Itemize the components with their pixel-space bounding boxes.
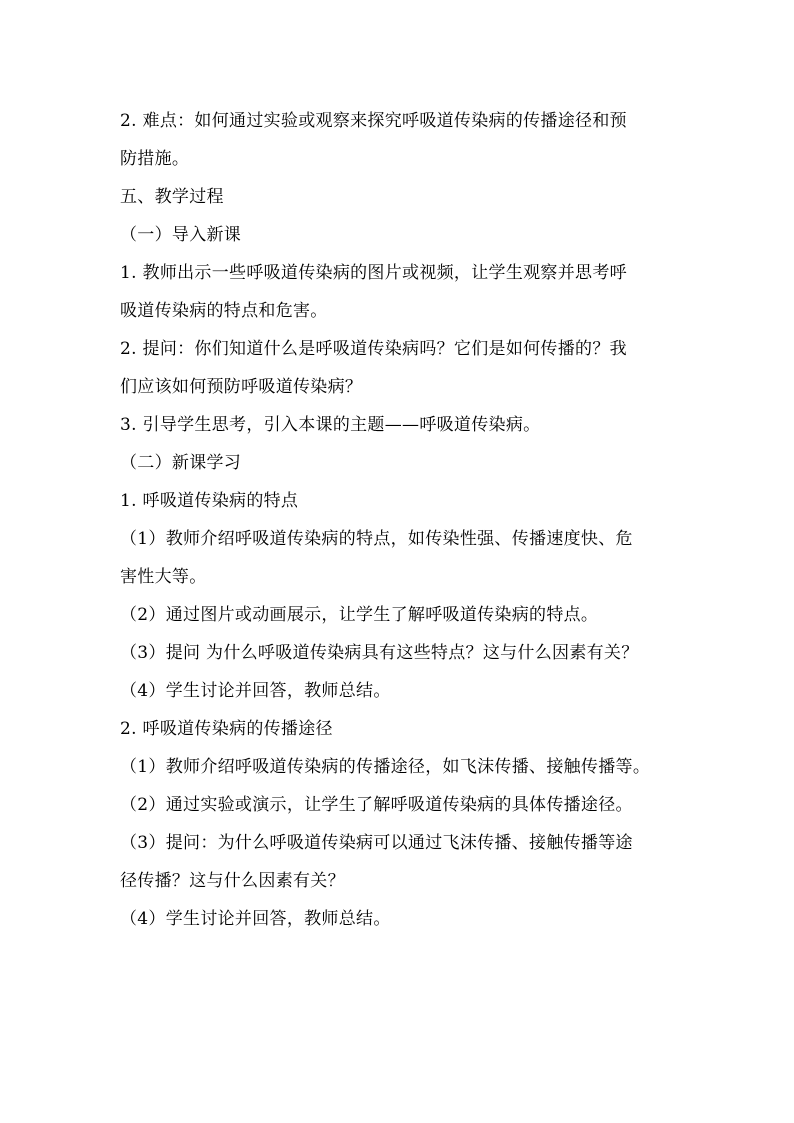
subsection-heading: （一）导入新课 [120,225,242,245]
text-line: 2. 难点：如何通过实验或观察来探究呼吸道传染病的传播途径和预 [120,111,627,131]
text-line: （3）提问：为什么呼吸道传染病可以通过飞沫传播、接触传播等途 [120,833,633,853]
text-line: 1. 教师出示一些呼吸道传染病的图片或视频，让学生观察并思考呼 [120,263,627,283]
text-line: （1）教师介绍呼吸道传染病的特点，如传染性强、传播速度快、危 [120,529,633,549]
text-line: （4）学生讨论并回答，教师总结。 [120,909,391,929]
subsection-heading: （二）新课学习 [120,453,242,473]
text-line: （4）学生讨论并回答，教师总结。 [120,681,391,701]
text-line: 吸道传染病的特点和危害。 [120,301,328,321]
text-line: 害性大等。 [120,567,207,587]
text-line: 径传播？这与什么因素有关？ [120,871,345,891]
item-heading: 1. 呼吸道传染病的特点 [120,491,299,511]
section-heading: 五、教学过程 [120,187,224,207]
text-line: 防措施。 [120,149,190,169]
text-line: 3. 引导学生思考，引入本课的主题——呼吸道传染病。 [120,415,541,435]
text-line: （1）教师介绍呼吸道传染病的传播途径，如飞沫传播、接触传播等。 [120,757,651,777]
item-heading: 2. 呼吸道传染病的传播途径 [120,719,333,739]
text-line: （3）提问 为什么呼吸道传染病具有这些特点？这与什么因素有关？ [120,643,639,663]
text-line: 2. 提问：你们知道什么是呼吸道传染病吗？它们是如何传播的？我 [120,339,627,359]
text-line: （2）通过图片或动画展示，让学生了解呼吸道传染病的特点。 [120,605,599,625]
text-line: （2）通过实验或演示，让学生了解呼吸道传染病的具体传播途径。 [120,795,633,815]
document-body [120,102,682,938]
text-line: 们应该如何预防呼吸道传染病？ [120,377,363,397]
